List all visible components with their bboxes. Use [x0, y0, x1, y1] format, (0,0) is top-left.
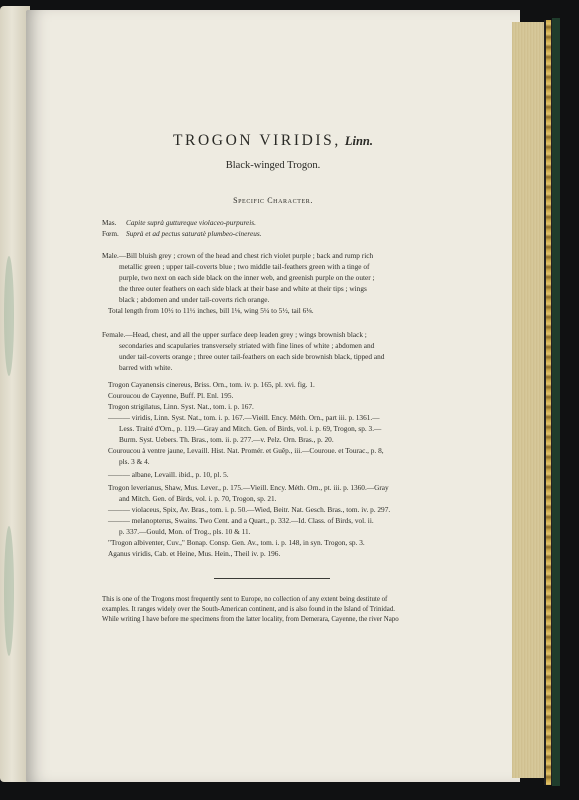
section-divider	[214, 578, 330, 579]
synonym-line: Couroucou de Cayenne, Buff. Pl. Enl. 195.	[108, 391, 234, 400]
female-line: under tail-coverts orange ; three outer tail-feathers on each side brownish black, tipped and	[119, 352, 385, 361]
synonym-line: ——— albane, Levaill. ibid., p. 10, pl. 5.	[108, 470, 229, 479]
female-line: barred with white.	[119, 363, 173, 372]
male-line: purple, two next on each side black on the inner web, and greenish purple on the outer ;	[119, 273, 375, 282]
gilt-edge-decoration	[546, 20, 551, 785]
footnote-line: This is one of the Trogons most frequently sent to Europe, no collection of any extent being destitute of	[102, 596, 388, 603]
synonym-line: Couroucou à ventre jaune, Levaill. Hist. Nat. Promér. et Guêp., iii.—Couroue. et Tourac., p. 8,	[108, 446, 384, 455]
synonym-line: ——— violaceus, Spix, Av. Bras., tom. i. p. 50.—Wied, Beitr. Nat. Gesch. Bras., tom. iv. p. 297.	[108, 505, 391, 514]
synonym-line: p. 337.—Gould, Mon. of Trog., pls. 10 & 11.	[119, 527, 251, 536]
synonym-line: "Trogon albiventer, Cuv.," Bonap. Consp. Gen. Av., tom. i. p. 148, in syn. Trogon, sp. 3.	[108, 538, 365, 547]
footnote-line: examples. It ranges widely over the South-American continent, and is also found in the Island of Trinidad.	[102, 606, 395, 613]
footnote-line: While writing I have before me specimens from the latter locality, from Demerara, Cayenne, the river Napo	[102, 616, 399, 623]
char-text-mas: Capite suprà guttureque violaceo-purpureis.	[126, 218, 256, 227]
title-authority: Linn.	[344, 134, 374, 148]
synonym-line: Aganus viridis, Cab. et Heine, Mus. Hein., Theil iv. p. 196.	[108, 549, 281, 558]
synonym-line: Less. Traité d'Orn., p. 119.—Gray and Mitch. Gen. of Birds, vol. i. p. 69, Trogon, sp. 3.—	[119, 424, 382, 433]
page-edges	[512, 22, 548, 778]
synonym-line: and Mitch. Gen. of Birds, vol. i. p. 70, Trogon, sp. 21.	[119, 494, 277, 503]
male-line: the three outer feathers on each side black at their base and white at their tips ; wings	[119, 284, 367, 293]
female-line: Female.—Head, chest, and all the upper surface deep leaden grey ; wings brownish black ;	[102, 330, 367, 339]
section-heading: Specific Character.	[233, 196, 313, 205]
male-line: Male.—Bill bluish grey ; crown of the head and chest rich violet purple ; back and rump rich	[102, 251, 374, 260]
synonym-line: ——— viridis, Linn. Syst. Nat., tom. i. p. 167.—Vieill. Ency. Méth. Orn., part iii. p. 1361.—	[108, 413, 380, 422]
char-text-foem: Suprà et ad pectus saturatè plumbeo-cinereus.	[126, 229, 262, 238]
page-title: TROGON VIRIDIS, Linn.	[172, 132, 374, 149]
char-label-mas: Mas.	[102, 218, 117, 227]
male-line: metallic green ; upper tail-coverts blue ; two middle tail-feathers green with a tinge of	[119, 262, 370, 271]
synonym-line: Trogon strigilatus, Linn. Syst. Nat., tom. i. p. 167.	[108, 402, 254, 411]
char-label-foem: Fœm.	[102, 229, 119, 238]
female-line: secondaries and scapularies transversely striated with fine lines of white ; abdomen and	[119, 341, 375, 350]
synonym-line: ——— melanopterus, Swains. Two Cent. and a Quart., p. 332.—Id. Class. of Birds, vol. ii.	[108, 516, 374, 525]
common-name: Black-winged Trogon.	[225, 160, 321, 171]
synonym-line: Trogon leverianus, Shaw, Mus. Lever., p. 175.—Vieill. Ency. Méth. Orn., pt. iii. p. 1360.—Gray	[108, 483, 389, 492]
cover-edge	[552, 18, 560, 786]
synonym-line: Burm. Syst. Uebers. Th. Bras., tom. ii. p. 277.—v. Pelz. Orn. Bras., p. 20.	[119, 435, 334, 444]
male-line: black ; abdomen and under tail-coverts rich orange.	[119, 295, 270, 304]
synonym-line: Trogon Cayanensis cinereus, Briss. Orn., tom. iv. p. 165, pl. xvi. fig. 1.	[108, 380, 315, 389]
book-page	[26, 10, 520, 782]
synonym-line: pls. 3 & 4.	[119, 457, 150, 466]
male-measurements: Total length from 10½ to 11½ inches, bill 1⅛, wing 5¼ to 5½, tail 6⅛.	[108, 306, 314, 315]
